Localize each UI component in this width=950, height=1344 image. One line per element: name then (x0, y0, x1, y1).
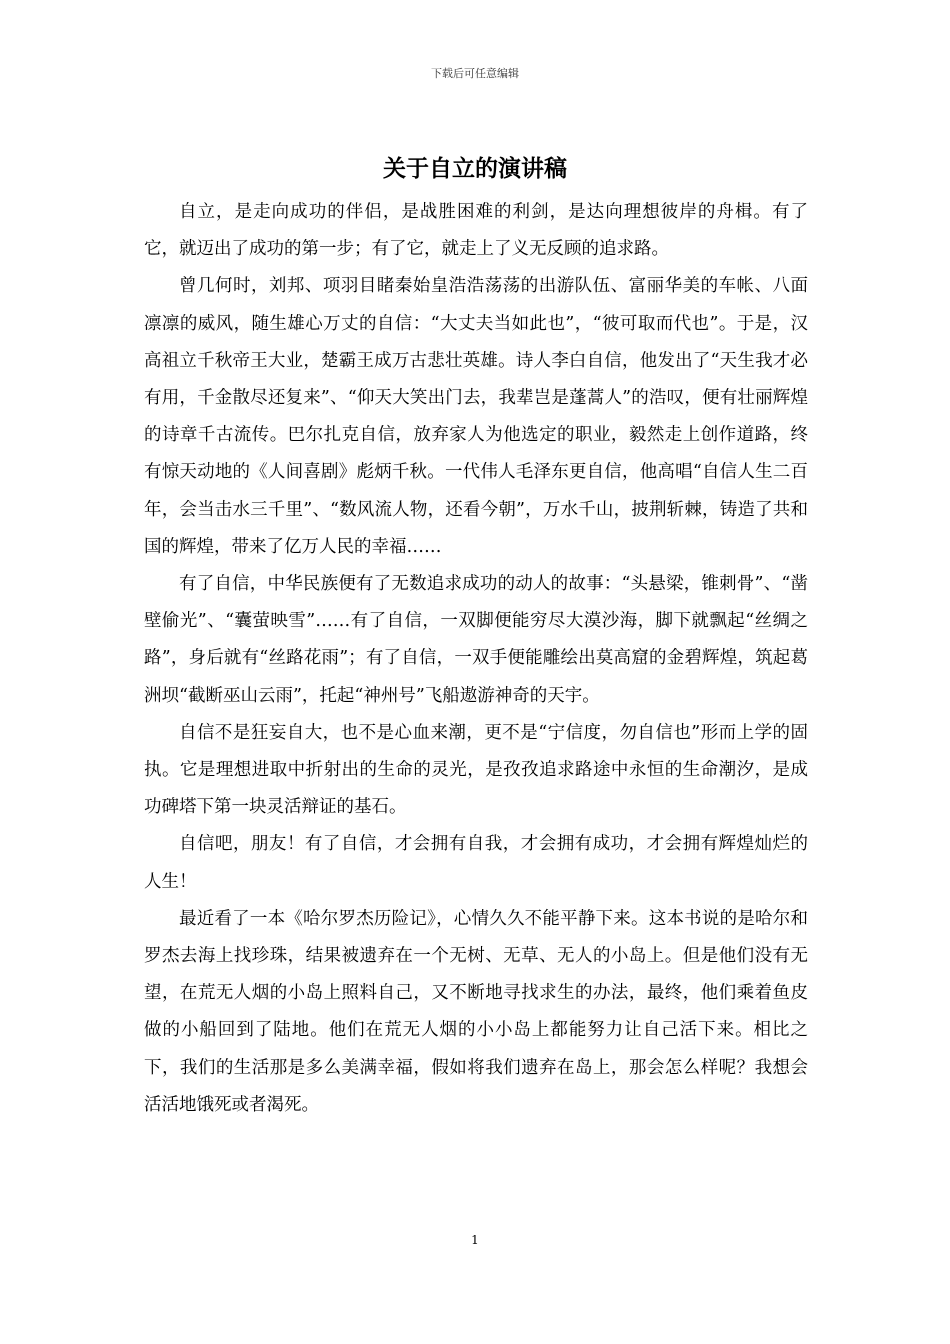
header-note: 下载后可任意编辑 (431, 67, 519, 80)
page-number: 1 (471, 1233, 479, 1247)
document-body (144, 194, 808, 1124)
paragraph: 自信吧，朋友！有了自信，才会拥有自我，才会拥有成功，才会拥有辉煌灿烂的人生！ (144, 834, 808, 892)
paragraph: 有了自信，中华民族便有了无数追求成功的动人的故事：“头悬梁，锥刺骨”、“凿壁偷光”、“囊萤映雪”……有了自信，一双脚便能穷尽大漠沙海，脚下就飘起“丝绸之路”，身后就有“丝路花雨”；有了自信，一双手便能雕绘出莫高窟的金碧辉煌，筑起葛洲坝“截断巫山云雨”，托起“神州号”飞船遨游神奇的天宇。 (144, 574, 808, 706)
paragraph: 曾几何时，刘邦、项羽目睹秦始皇浩浩荡荡的出游队伍、富丽华美的车帐、八面凛凛的威风，随生雄心万丈的自信：“大丈夫当如此也”，“彼可取而代也”。于是，汉高祖立千秋帝王大业，楚霸王成万古悲壮英雄。诗人李白自信，他发出了“天生我才必有用，千金散尽还复来”、“仰天大笑出门去，我辈岂是蓬蒿人”的浩叹，便有壮丽辉煌的诗章千古流传。巴尔扎克自信，放弃家人为他选定的职业，毅然走上创作道路，终有惊天动地的《人间喜剧》彪炳千秋。一代伟人毛泽东更自信，他高唱“自信人生二百年，会当击水三千里”、“数风流人物，还看今朝”，万水千山，披荆斩棘，铸造了共和国的辉煌，带来了亿万人民的幸福…… (144, 276, 808, 557)
paragraph: 自立，是走向成功的伴侣，是战胜困难的利剑，是达向理想彼岸的舟楫。有了它，就迈出了成功的第一步；有了它，就走上了义无反顾的追求路。 (144, 202, 808, 260)
paragraph: 自信不是狂妄自大，也不是心血来潮，更不是“宁信度，勿自信也”形而上学的固执。它是理想进取中折射出的生命的灵光，是孜孜追求路途中永恒的生命潮汐，是成功碑塔下第一块灵活辩证的基石。 (144, 722, 808, 818)
paragraph: 最近看了一本《哈尔罗杰历险记》，心情久久不能平静下来。这本书说的是哈尔和罗杰去海上找珍珠，结果被遗弃在一个无树、无草、无人的小岛上。但是他们没有无望，在荒无人烟的小岛上照料自己，又不断地寻找求生的办法，最终，他们乘着鱼皮做的小船回到了陆地。他们在荒无人烟的小小岛上都能努力让自己活下来。相比之下，我们的生活那是多么美满幸福，假如将我们遗弃在岛上，那会怎么样呢？我想会活活地饿死或者渴死。 (144, 908, 808, 1115)
document-title: 关于自立的演讲稿 (383, 155, 567, 182)
